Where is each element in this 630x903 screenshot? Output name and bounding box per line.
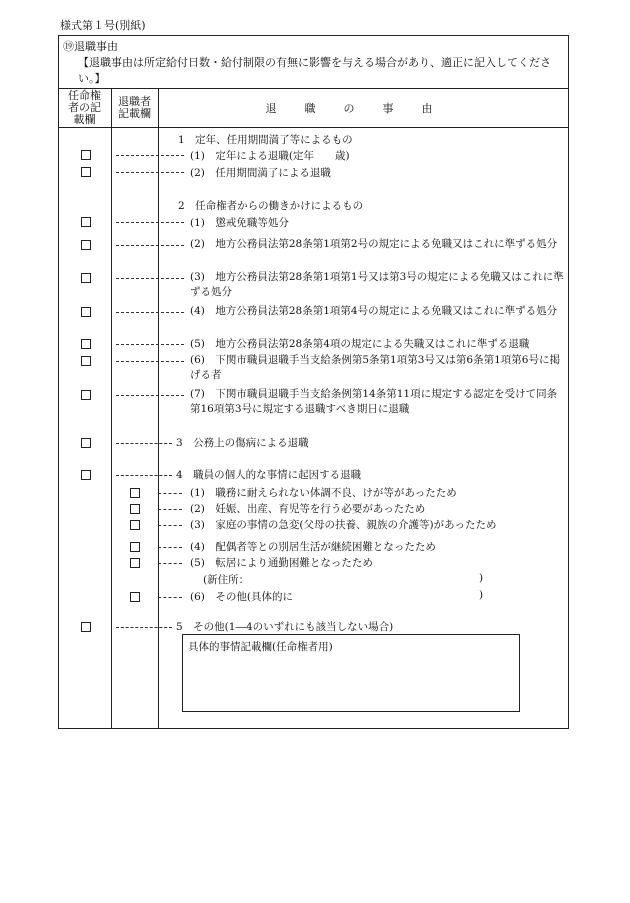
checkbox-2-3[interactable] bbox=[81, 273, 91, 283]
section-title: ⑲退職事由 bbox=[63, 40, 118, 53]
checkbox-2-6[interactable] bbox=[81, 356, 91, 366]
item-4-6: (6) その他(具体的に bbox=[190, 591, 293, 603]
header-appointer-column: 任命権 者の記 載欄 bbox=[68, 89, 101, 126]
form-label: 様式第１号(別紙) bbox=[60, 19, 146, 32]
notice-text: 【退職事由は所定給付日数・給付制限の有無に影響を与える場合があり、適正に記入してください。】 bbox=[78, 56, 551, 85]
item-4-5: (5) 転居により通勤困難となったため bbox=[190, 557, 373, 569]
item-2-4: (4) 地方公務員法第28条第1項第4号の規定による免職又はこれに準ずる処分 bbox=[190, 305, 558, 317]
checkbox-4-1[interactable] bbox=[130, 488, 140, 498]
category-5-title: 5 その他(1―4のいずれにも該当しない場合) bbox=[176, 621, 394, 633]
checkbox-3[interactable] bbox=[81, 438, 91, 448]
checkbox-1-1[interactable] bbox=[81, 150, 91, 160]
header-retiree-column: 退職者 記載欄 bbox=[118, 95, 151, 120]
item-2-6: (6) 下関市職員退職手当支給条例第5条第1項第3号又は第6条第1項第6号に掲げる者 bbox=[190, 354, 560, 381]
checkbox-5[interactable] bbox=[81, 622, 91, 632]
category-1-title: 1 定年、任用期間満了等によるもの bbox=[178, 134, 353, 146]
detail-box-label: 具体的事情記載欄(任命権者用) bbox=[188, 641, 333, 653]
checkbox-4-5[interactable] bbox=[130, 558, 140, 568]
new-address-close-paren: ) bbox=[479, 572, 484, 584]
item-4-2: (2) 妊娠、出産、育児等を行う必要があったため bbox=[190, 503, 426, 515]
category-4-title: 4 職員の個人的な事情に起因する退職 bbox=[176, 469, 362, 481]
checkbox-2-1[interactable] bbox=[81, 217, 91, 227]
checkbox-2-2[interactable] bbox=[81, 240, 91, 250]
checkbox-4-2[interactable] bbox=[130, 504, 140, 514]
item-2-7: (7) 下関市職員退職手当支給条例第14条第11項に規定する認定を受けて同条第16項第3号に規定する退職すべき期日に退職 bbox=[190, 388, 558, 415]
checkbox-4[interactable] bbox=[81, 470, 91, 480]
item-2-3: (3) 地方公務員法第28条第1項第1号又は第3号の規定による免職又はこれに準ずる処分 bbox=[190, 271, 564, 298]
category-2-title: 2 任命権者からの働きかけによるもの bbox=[178, 200, 364, 212]
item-1-1: (1) 定年による退職(定年 歳) bbox=[190, 150, 350, 162]
new-address-label: (新住所： bbox=[203, 574, 250, 586]
item-4-1: (1) 職務に耐えられない体調不良、けが等があったため bbox=[190, 487, 457, 499]
item-1-2: (2) 任用期間満了による退職 bbox=[190, 167, 331, 179]
item-4-3: (3) 家庭の事情の急変(父母の扶養、親族の介護等)があったため bbox=[190, 519, 497, 531]
other-close-paren: ) bbox=[479, 589, 484, 601]
header-reason-column: 退職の事由 bbox=[265, 102, 461, 115]
item-2-5: (5) 地方公務員法第28条第4項の規定による失職又はこれに準ずる退職 bbox=[190, 338, 530, 350]
item-2-2: (2) 地方公務員法第28条第1項第2号の規定による免職又はこれに準ずる処分 bbox=[190, 238, 558, 250]
item-4-4: (4) 配偶者等との別居生活が継続困難となったため bbox=[190, 541, 436, 553]
item-2-1: (1) 懲戒免職等処分 bbox=[190, 217, 289, 229]
checkbox-1-2[interactable] bbox=[81, 167, 91, 177]
checkbox-2-4[interactable] bbox=[81, 307, 91, 317]
category-3-title: 3 公務上の傷病による退職 bbox=[176, 437, 309, 449]
checkbox-4-3[interactable] bbox=[130, 520, 140, 530]
checkbox-2-7[interactable] bbox=[81, 390, 91, 400]
checkbox-4-6[interactable] bbox=[130, 592, 140, 602]
checkbox-2-5[interactable] bbox=[81, 339, 91, 349]
checkbox-4-4[interactable] bbox=[130, 542, 140, 552]
